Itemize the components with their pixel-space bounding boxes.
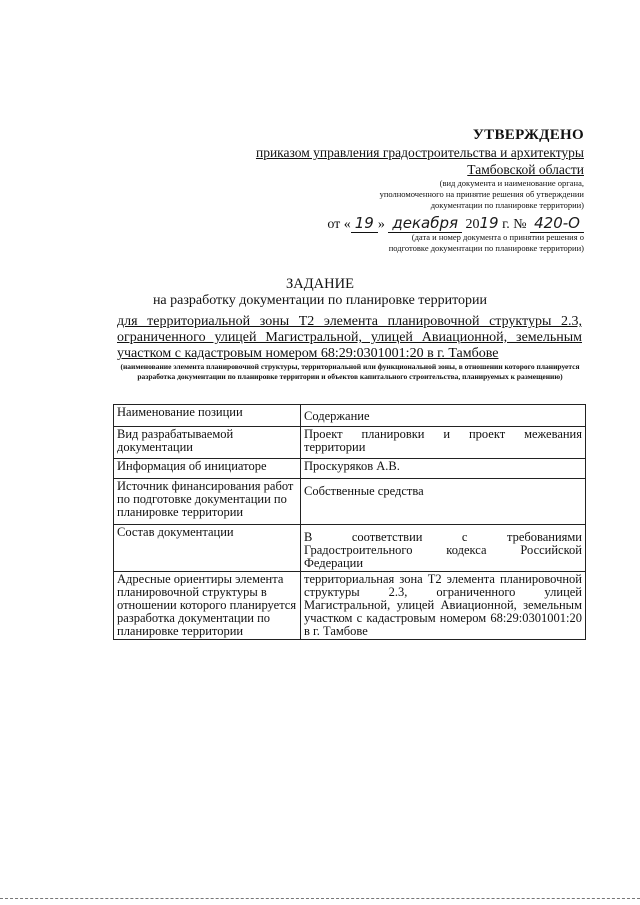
table-cell-value: Проскуряков А.В.	[301, 459, 586, 479]
approval-note-line3: документации по планировке территории)	[430, 200, 584, 210]
date-day: 19	[351, 214, 378, 233]
table-cell-value: Собственные средства	[301, 479, 586, 525]
table-cell-name: Адресные ориентиры элемента планировочной структуры в отношении которого планируется разработка документации по планировке территории	[114, 572, 301, 640]
date-note-line2: подготовке документации по планировке территории)	[388, 243, 584, 253]
table-header-position: Наименование позиции	[114, 405, 301, 427]
date-month: декабря	[388, 214, 462, 233]
table-cell-value: В соответствии с требованиями Градостроительного кодекса Российской Федерации	[301, 525, 586, 572]
table-row	[114, 479, 586, 525]
approval-authority-line1: приказом управления градостроительства и архитектуры	[255, 145, 584, 160]
approval-title: УТВЕРЖДЕНО	[472, 127, 584, 143]
date-number: 420-О	[530, 214, 584, 233]
document-title: ЗАДАНИЕ	[286, 276, 354, 292]
approval-authority-line2: Тамбовской области	[467, 162, 584, 177]
table-row	[114, 525, 586, 572]
table-cell-name: Вид разрабатываемой документации	[114, 427, 301, 459]
territory-note: (наименование элемента планировочной структуры, территориальной или функциональной зоны, в отношении которого планируется разработка документации по планировке территории и объектов капитального строительства, планируемых к размещению)	[120, 362, 580, 381]
task-table	[113, 404, 586, 640]
date-number-label: г. №	[502, 217, 527, 232]
page-bottom-edge	[0, 894, 640, 899]
approval-note-line2: уполномоченного на принятие решения об утверждении	[379, 189, 584, 199]
date-year-suffix: 19	[479, 214, 499, 232]
approval-block	[224, 126, 584, 211]
territory-description: для территориальной зоны Т2 элемента планировочной структуры 2.3, ограниченного улицей Магистральной, улицей Авиационной, земельным участком с кадастровым номером 68:29:0301001:20 в г. Тамбове	[117, 314, 582, 361]
date-note	[284, 232, 584, 254]
document-subtitle: на разработку документации по планировке территории	[152, 293, 488, 308]
date-year-prefix: 20	[465, 217, 480, 232]
date-prefix: от «	[327, 217, 351, 232]
table-row	[114, 572, 586, 640]
table-cell-name: Информация об инициаторе	[114, 459, 301, 479]
table-row	[114, 459, 586, 479]
table-cell-name: Источник финансирования работ по подготовке документации по планировке территории	[114, 479, 301, 525]
approval-note-line1: (вид документа и наименование органа,	[439, 178, 584, 188]
date-note-line1: (дата и номер документа о принятии решения о	[411, 232, 584, 242]
table-cell-name: Состав документации	[114, 525, 301, 572]
date-mid: »	[377, 217, 385, 232]
approval-date-line	[224, 214, 584, 234]
table-cell-value: Проект планировки и проект межевания территории	[301, 427, 586, 459]
table-row	[114, 427, 586, 459]
table-cell-value: территориальная зона Т2 элемента планировочной структуры 2.3, ограниченного улицей Магистральной, улицей Авиационной, земельным участком с кадастровым номером 68:29:0301001:20 в г. Тамбове	[301, 572, 586, 640]
table-header-content: Содержание	[301, 405, 586, 427]
table-header-row	[114, 405, 586, 427]
